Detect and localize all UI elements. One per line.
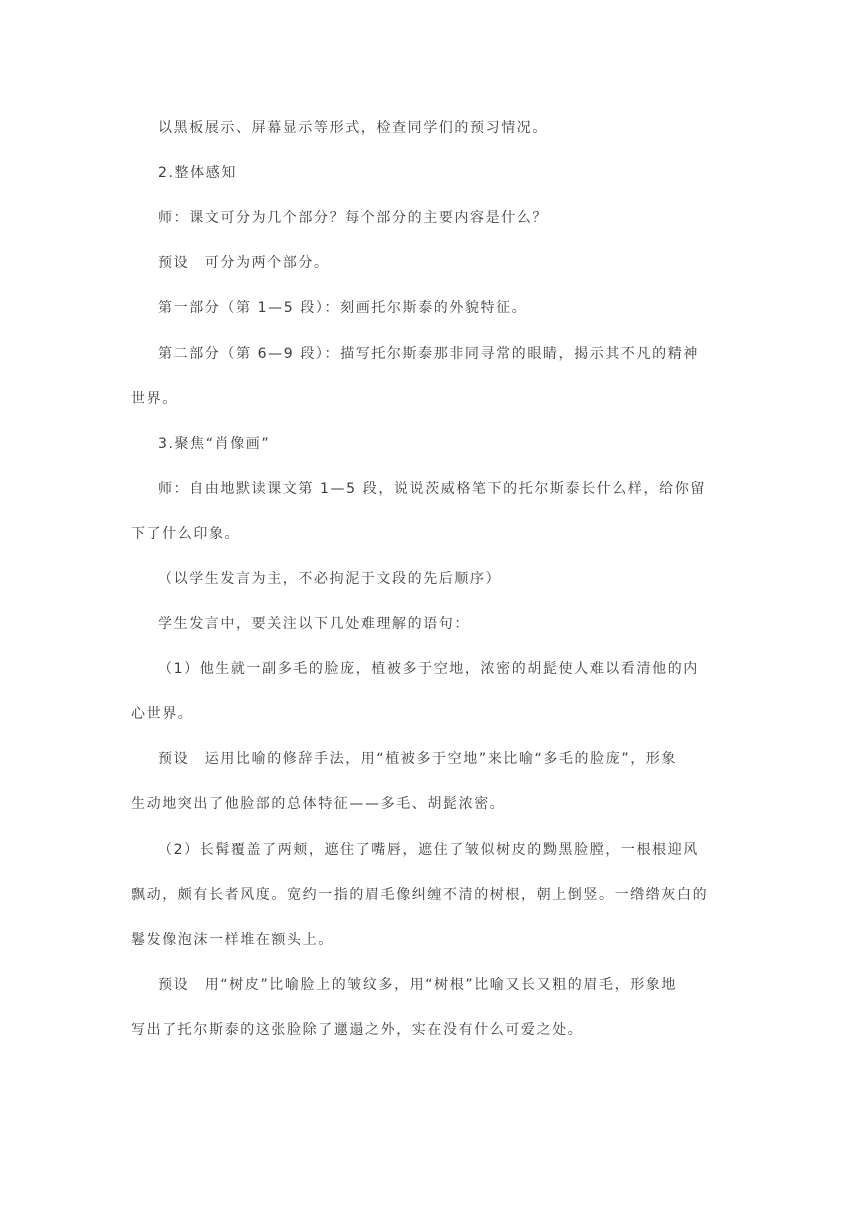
section-heading: 2.整体感知 — [158, 165, 237, 181]
paragraph-line: 生动地突出了他脸部的总体特征——多毛、胡髭浓密。 — [131, 796, 506, 812]
paragraph-line: 飘动，颇有长者风度。宽约一指的眉毛像纠缠不清的树根，朝上倒竖。一绺绺灰白的 — [131, 887, 709, 903]
paragraph-line: （1）他生就一副多毛的脸庞，植被多于空地，浓密的胡髭使人难以看清他的内 — [158, 661, 699, 677]
paragraph-line: 预设 用“树皮”比喻脸上的皱纹多，用“树根”比喻又长又粗的眉毛，形象地 — [158, 977, 678, 993]
paragraph-line: 世界。 — [131, 391, 178, 407]
paragraph-line: 心世界。 — [131, 706, 194, 722]
paragraph-line: （2）长髯覆盖了两颊，遮住了嘴唇，遮住了皱似树皮的黝黑脸膛，一根根迎风 — [158, 842, 699, 858]
paragraph-line: 第二部分（第 6—9 段）：描写托尔斯泰那非同寻常的眼睛，揭示其不凡的精神 — [158, 346, 699, 362]
paragraph-line: 鬈发像泡沫一样堆在额头上。 — [131, 932, 334, 948]
paragraph-line: 预设 运用比喻的修辞手法，用“植被多于空地”来比喻“多毛的脸庞”，形象 — [158, 751, 678, 767]
paragraph-line: （以学生发言为主，不必拘泥于文段的先后顺序） — [158, 571, 502, 587]
paragraph-line: 第一部分（第 1—5 段）：刻画托尔斯泰的外貌特征。 — [158, 300, 528, 316]
paragraph-line: 师：自由地默读课文第 1—5 段，说说茨威格笔下的托尔斯泰长什么样，给你留 — [158, 481, 706, 497]
paragraph-line: 写出了托尔斯泰的这张脸除了邋遢之外，实在没有什么可爱之处。 — [131, 1022, 584, 1038]
paragraph-line: 下了什么印象。 — [131, 526, 241, 542]
paragraph-line: 以黑板展示、屏幕显示等形式，检查同学们的预习情况。 — [158, 120, 548, 136]
paragraph-line: 预设 可分为两个部分。 — [158, 255, 330, 271]
section-heading: 3.聚焦“肖像画” — [158, 436, 271, 452]
paragraph-line: 师：课文可分为几个部分？每个部分的主要内容是什么？ — [158, 210, 548, 226]
paragraph-line: 学生发言中，要关注以下几处难理解的语句： — [158, 616, 470, 632]
